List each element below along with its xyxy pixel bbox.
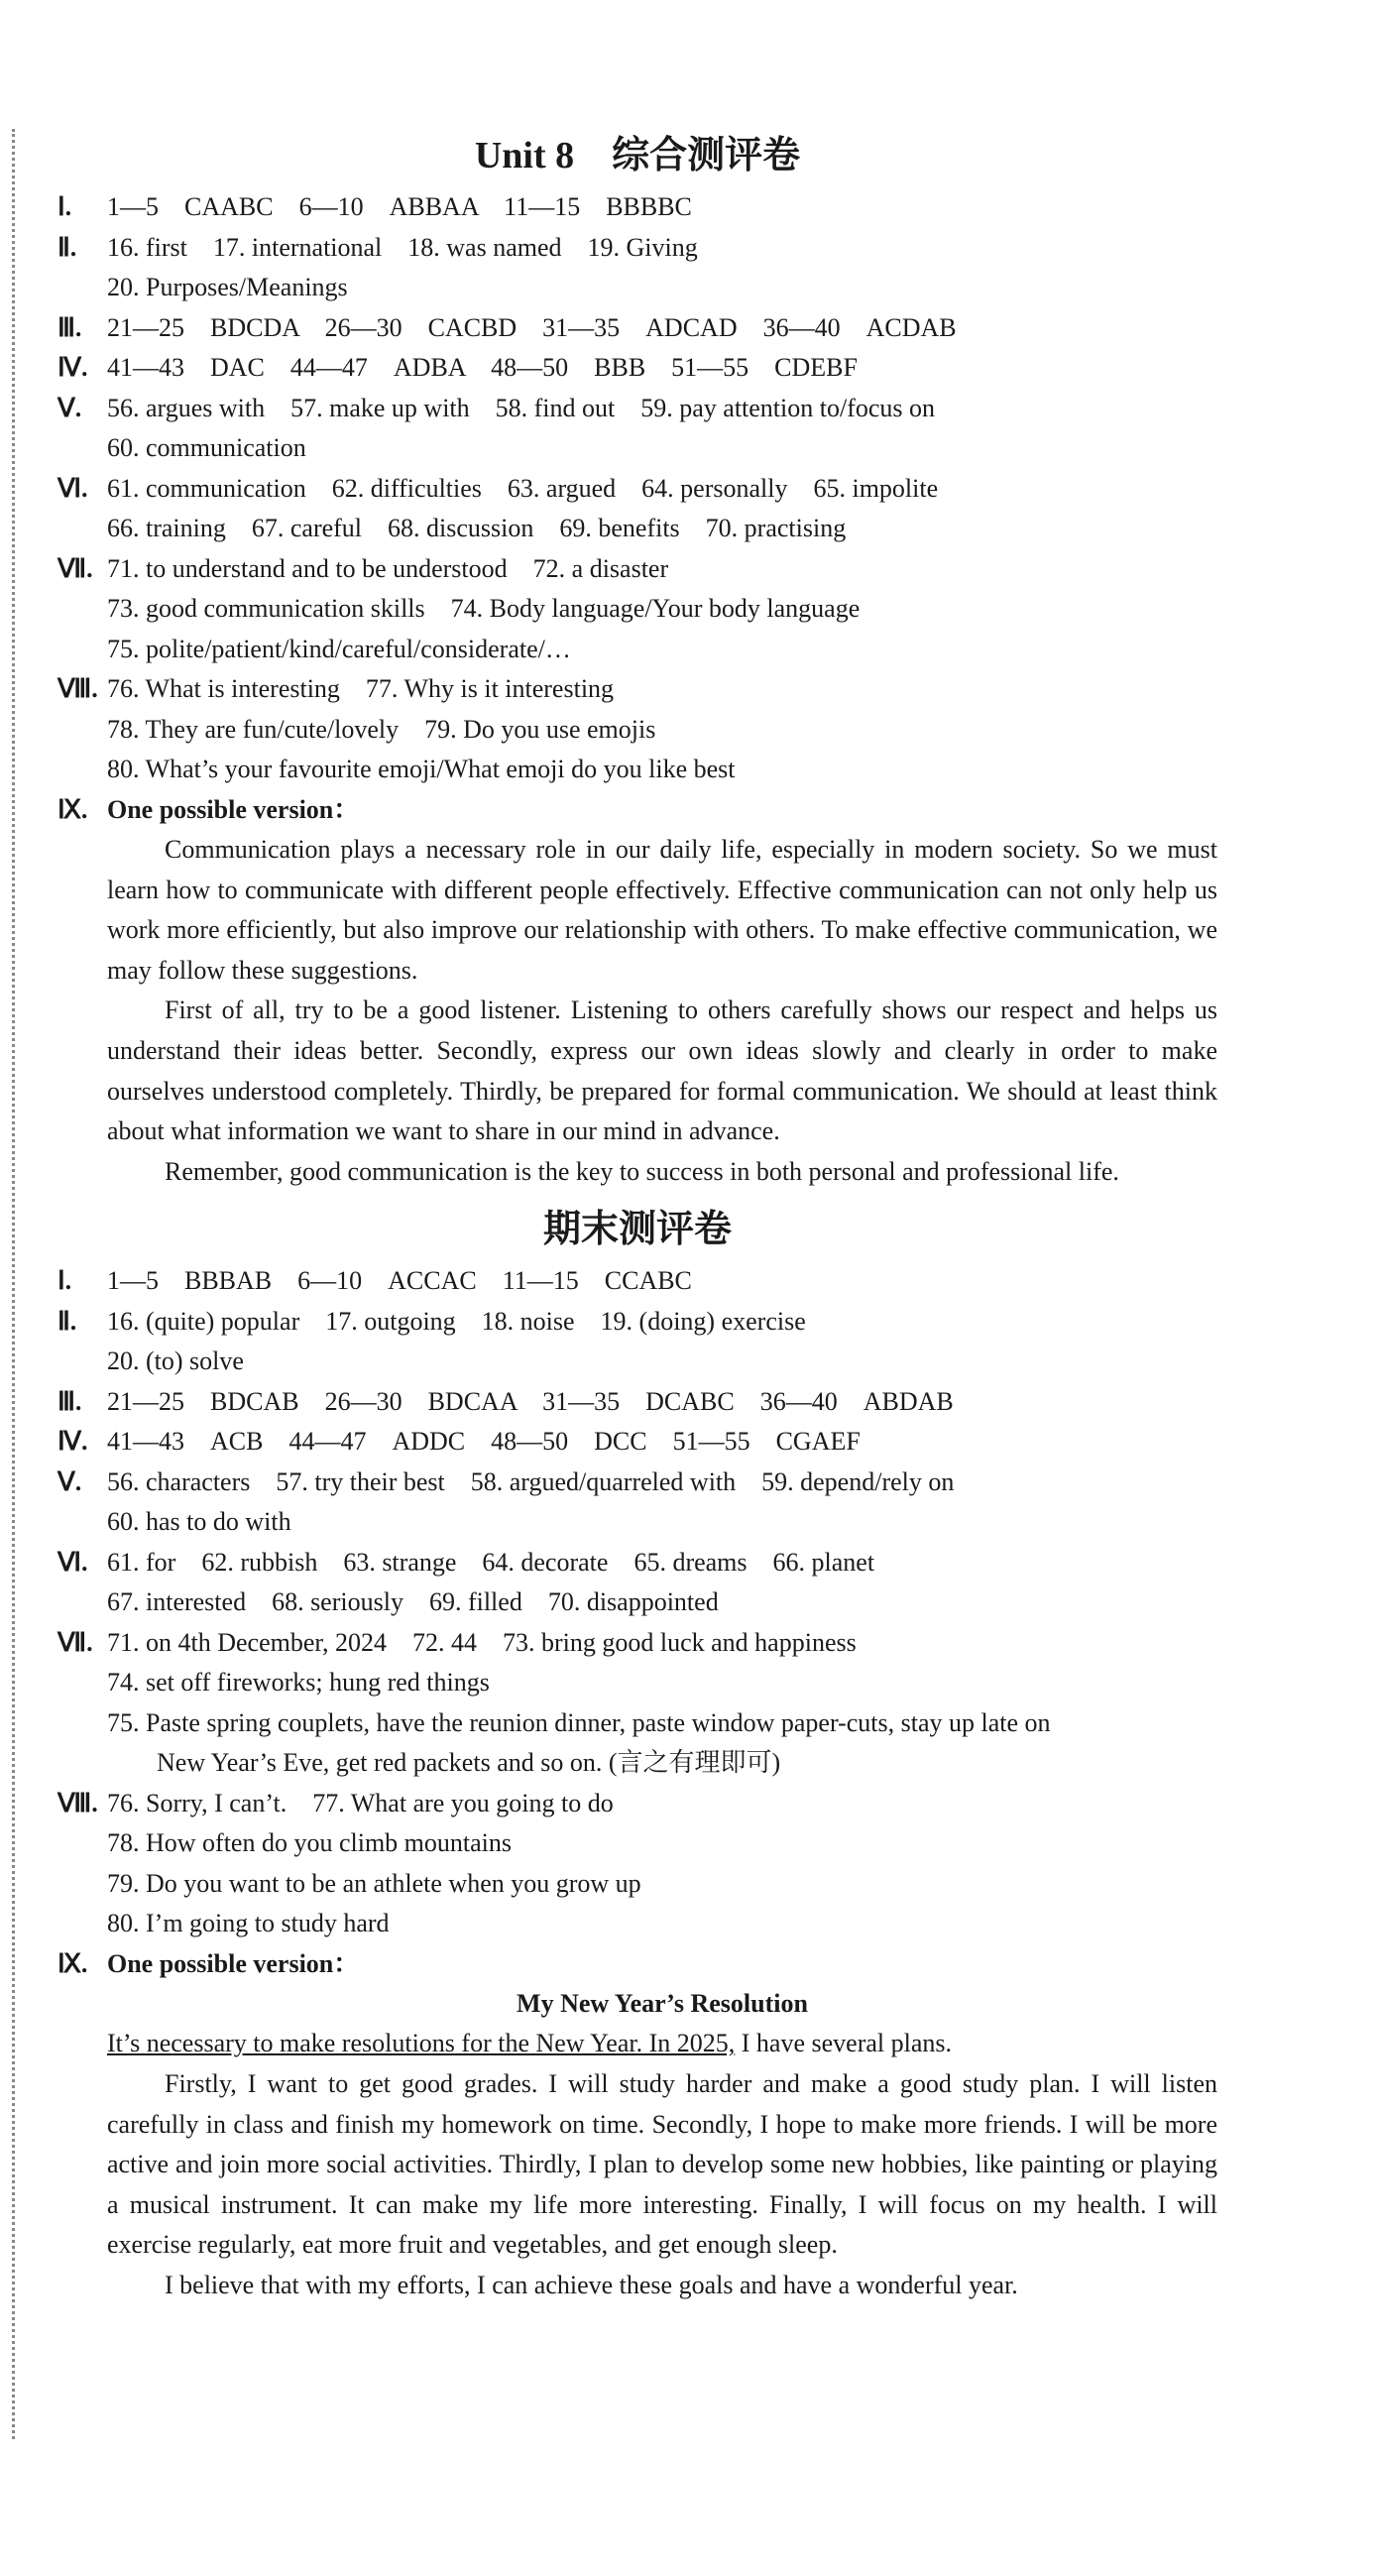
unit8-section-7-cont1: 73. good communication skills 74. Body language/Your body language: [107, 594, 861, 623]
unit8-section-7-cont2: 75. polite/patient/kind/careful/considerate/…: [107, 634, 571, 663]
final-section-2: Ⅱ. 16. (quite) popular 17. outgoing 18. noise 19. (doing) exercise: [58, 1306, 806, 1336]
unit8-essay-para-3: Remember, good communication is the key to success in both personal and professional life.: [165, 1156, 1119, 1186]
final-section-2-cont: 20. (to) solve: [107, 1347, 244, 1376]
final-essay-title: My New Year’s Resolution: [517, 1989, 808, 2019]
unit8-section-1: Ⅰ. 1—5 CAABC 6—10 ABBAA 11—15 BBBBC: [58, 192, 692, 221]
final-section-8-cont1: 78. How often do you climb mountains: [107, 1828, 513, 1858]
unit8-section-5-cont: 60. communication: [107, 433, 306, 462]
final-section-7-cont1: 74. set off fireworks; hung red things: [107, 1668, 490, 1698]
unit8-section-5: Ⅴ. 56. argues with 57. make up with 58. find out 59. pay attention to/focus on: [58, 393, 936, 422]
unit8-essay-para-2: First of all, try to be a good listener. Listening to others carefully shows our respect and helps us understand their ideas better. Secondly, express our own ideas slowly and clearly in order to make ourselves understood completely. Thirdly, be prepared for formal communication. We should at least think about what information we want to share in our mind in advance.: [107, 995, 1217, 1146]
final-section-6: Ⅵ. 61. for 62. rubbish 63. strange 64. decorate 65. dreams 66. planet: [58, 1547, 875, 1577]
final-section-5: Ⅴ. 56. characters 57. try their best 58. argued/quarreled with 59. depend/rely on: [58, 1466, 955, 1496]
final-essay-para-3: I believe that with my efforts, I can achieve these goals and have a wonderful year.: [165, 2270, 1018, 2299]
answer-page: [58, 124, 1217, 2306]
final-section-9: Ⅸ. One possible version：: [58, 1948, 360, 1978]
final-section-8-cont3: 80. I’m going to study hard: [107, 1909, 390, 1938]
unit8-section-2-cont: 20. Purposes/Meanings: [107, 273, 348, 301]
final-section-5-cont: 60. has to do with: [107, 1507, 291, 1537]
unit8-section-8: Ⅷ. 76. What is interesting 77. Why is it interesting: [58, 674, 615, 703]
unit8-section-2: Ⅱ. 16. first 17. international 18. was named 19. Giving: [58, 232, 698, 262]
final-essay-para-2: Firstly, I want to get good grades. I will study harder and make a good study plan. I will listen carefully in class and finish my homework on time. Secondly, I hope to make more friends. I will be more active and join more social activities. Thirdly, I plan to develop some new hobbies, like painting or playing a musical instrument. It can make my life more interesting. Finally, I will focus on my health. I will exercise regularly, eat more fruit and vegetables, and get enough sleep.: [107, 2068, 1217, 2260]
final-section-6-cont: 67. interested 68. seriously 69. filled 70. disappointed: [107, 1587, 719, 1617]
unit8-section-8-cont2: 80. What’s your favourite emoji/What emoji do you like best: [107, 755, 736, 783]
unit8-section-6: Ⅵ. 61. communication 62. difficulties 63. argued 64. personally 65. impolite: [58, 473, 939, 503]
unit8-section-4: Ⅳ. 41—43 DAC 44—47 ADBA 48—50 BBB 51—55 CDEBF: [58, 353, 858, 382]
unit8-section-7: Ⅶ. 71. to understand and to be understood 72. a disaster: [58, 553, 669, 583]
final-section-8-cont2: 79. Do you want to be an athlete when you grow up: [107, 1868, 641, 1898]
final-section-8: Ⅷ. 76. Sorry, I can’t. 77. What are you going to do: [58, 1788, 614, 1817]
binding-margin-dots: [12, 129, 15, 2439]
final-section-7-cont2: 75. Paste spring couplets, have the reunion dinner, paste window paper-cuts, stay up late on: [107, 1707, 1051, 1737]
final-section-7: Ⅶ. 71. on 4th December, 2024 72. 44 73. bring good luck and happiness: [58, 1627, 857, 1657]
unit8-section-9: Ⅸ. One possible version：: [58, 794, 360, 824]
final-section-3: Ⅲ. 21—25 BDCAB 26—30 BDCAA 31—35 DCABC 36—40 ABDAB: [58, 1386, 954, 1416]
unit8-section-3: Ⅲ. 21—25 BDCDA 26—30 CACBD 31—35 ADCAD 36—40 ACDAB: [58, 312, 957, 342]
unit8-section-6-cont: 66. training 67. careful 68. discussion 69. benefits 70. practising: [107, 514, 847, 542]
final-section-4: Ⅳ. 41—43 ACB 44—47 ADDC 48—50 DCC 51—55 CGAEF: [58, 1427, 861, 1457]
unit8-section-8-cont1: 78. They are fun/cute/lovely 79. Do you use emojis: [107, 714, 656, 744]
final-section-7-cont3: New Year’s Eve, get red packets and so on. (言之有理即可): [157, 1748, 781, 1778]
final-essay-para-1: It’s necessary to make resolutions for the New Year. In 2025, I have several plans.: [107, 2029, 953, 2058]
final-section-1: Ⅰ. 1—5 BBBAB 6—10 ACCAC 11—15 CCABC: [58, 1266, 692, 1296]
unit8-title: Unit 8 综合测评卷: [474, 135, 801, 176]
unit8-essay-para-1: Communication plays a necessary role in our daily life, especially in modern society. So we must learn how to communicate with different people effectively. Effective communication can not only help us work more efficiently, but also improve our relationship with others. To make effective communication, we may follow these suggestions.: [107, 835, 1217, 985]
final-title: 期末测评卷: [542, 1209, 732, 1251]
